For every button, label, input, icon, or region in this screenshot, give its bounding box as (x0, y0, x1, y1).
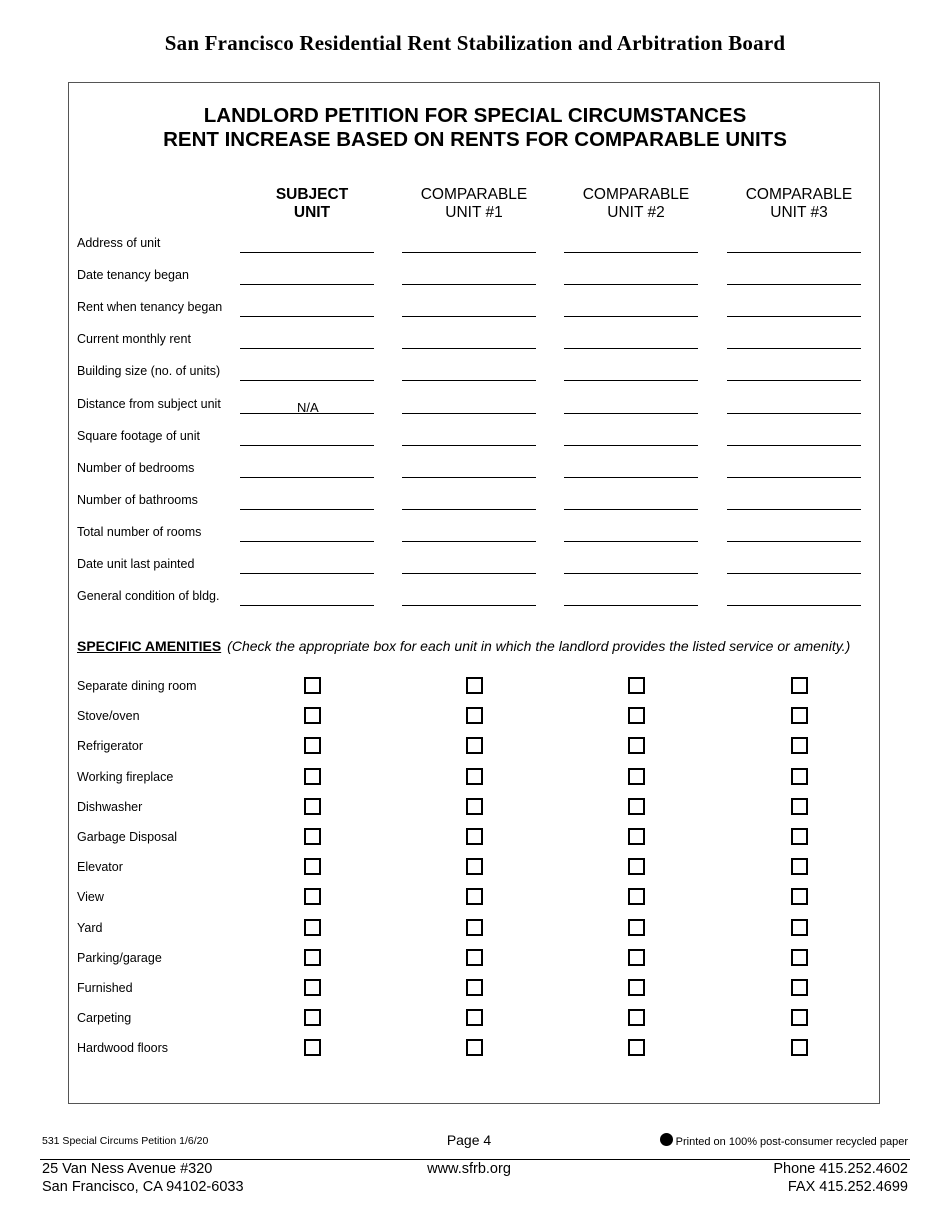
amenity-checkbox-comparable-3[interactable] (791, 798, 808, 815)
entry-line-subject[interactable] (240, 605, 374, 606)
entry-line-comparable-3[interactable] (727, 348, 861, 349)
address-line1: 25 Van Ness Avenue #320 (42, 1161, 213, 1177)
amenity-checkbox-comparable-1[interactable] (466, 677, 483, 694)
amenity-label: Yard (77, 920, 103, 935)
column-header-line2: UNIT (293, 204, 331, 221)
recycle-icon (660, 1133, 673, 1146)
address-line2: San Francisco, CA 94102-6033 (42, 1179, 244, 1195)
amenity-checkbox-comparable-1[interactable] (466, 768, 483, 785)
form-id: 531 Special Circums Petition 1/6/20 (42, 1135, 209, 1147)
amenity-checkbox-subject[interactable] (304, 1039, 321, 1056)
entry-line-comparable-2[interactable] (564, 509, 698, 510)
amenity-checkbox-subject[interactable] (304, 737, 321, 754)
amenity-label: Garbage Disposal (77, 830, 178, 844)
recycled-note (660, 1133, 908, 1148)
amenity-checkbox-comparable-2[interactable] (628, 677, 645, 694)
entry-line-subject[interactable] (240, 284, 374, 285)
amenity-checkbox-subject[interactable] (304, 677, 321, 694)
entry-line-comparable-1[interactable] (402, 413, 536, 414)
amenity-checkbox-comparable-1[interactable] (466, 979, 483, 996)
entry-line-comparable-1[interactable] (402, 605, 536, 606)
amenity-checkbox-comparable-2[interactable] (628, 798, 645, 815)
column-header-line2: UNIT #1 (445, 204, 503, 221)
entry-line-comparable-1[interactable] (402, 348, 536, 349)
amenity-label: Stove/oven (77, 709, 140, 724)
entry-line-comparable-1[interactable] (402, 541, 536, 542)
entry-line-comparable-3[interactable] (727, 380, 861, 381)
amenity-checkbox-comparable-3[interactable] (791, 707, 808, 724)
column-header-line1: SUBJECT (275, 186, 349, 203)
row-label: Building size (no. of units) (77, 364, 221, 379)
row-label: Distance from subject unit (77, 396, 221, 411)
subject-distance-value: N/A (297, 399, 319, 415)
amenity-checkbox-comparable-1[interactable] (466, 888, 483, 905)
amenity-label: View (77, 890, 104, 905)
entry-line-comparable-2[interactable] (564, 413, 698, 414)
amenity-checkbox-comparable-1[interactable] (466, 707, 483, 724)
amenity-label: Refrigerator (77, 739, 143, 754)
entry-line-subject[interactable] (240, 380, 374, 381)
entry-line-comparable-2[interactable] (564, 573, 698, 574)
amenity-label: Hardwood floors (77, 1041, 169, 1056)
amenity-checkbox-comparable-2[interactable] (628, 768, 645, 785)
amenity-checkbox-comparable-2[interactable] (628, 919, 645, 936)
entry-line-comparable-3[interactable] (727, 316, 861, 317)
amenity-checkbox-comparable-1[interactable] (466, 1009, 483, 1026)
entry-line-subject[interactable] (240, 445, 374, 446)
amenity-checkbox-comparable-2[interactable] (628, 1039, 645, 1056)
column-header-line1: COMPARABLE (582, 186, 690, 203)
amenity-checkbox-comparable-1[interactable] (466, 858, 483, 875)
amenity-checkbox-comparable-3[interactable] (791, 949, 808, 966)
footer-contact (773, 1160, 908, 1196)
entry-line-comparable-1[interactable] (402, 509, 536, 510)
amenity-checkbox-comparable-3[interactable] (791, 858, 808, 875)
amenity-checkbox-comparable-3[interactable] (791, 1009, 808, 1026)
amenity-checkbox-comparable-1[interactable] (466, 1039, 483, 1056)
amenity-checkbox-comparable-3[interactable] (791, 979, 808, 996)
row-label: General condition of bldg. (77, 589, 220, 604)
amenity-checkbox-comparable-1[interactable] (466, 737, 483, 754)
form-title-line1: LANDLORD PETITION FOR SPECIAL CIRCUMSTANCES (203, 104, 747, 127)
row-label: Number of bedrooms (77, 460, 195, 475)
entry-line-comparable-2[interactable] (564, 605, 698, 606)
entry-line-comparable-3[interactable] (727, 477, 861, 478)
amenities-heading (77, 638, 850, 655)
amenity-checkbox-comparable-3[interactable] (791, 768, 808, 785)
entry-line-comparable-2[interactable] (564, 284, 698, 285)
entry-line-comparable-3[interactable] (727, 509, 861, 510)
amenity-checkbox-comparable-1[interactable] (466, 798, 483, 815)
entry-line-comparable-2[interactable] (564, 348, 698, 349)
amenity-checkbox-subject[interactable] (304, 858, 321, 875)
amenity-checkbox-comparable-1[interactable] (466, 919, 483, 936)
amenity-checkbox-subject[interactable] (304, 979, 321, 996)
entry-line-comparable-2[interactable] (564, 380, 698, 381)
board-title: San Francisco Residential Rent Stabilization and Arbitration Board (164, 31, 786, 55)
column-header-subject (237, 186, 387, 222)
entry-line-comparable-1[interactable] (402, 445, 536, 446)
entry-line-comparable-2[interactable] (564, 252, 698, 253)
row-label: Rent when tenancy began (77, 300, 223, 315)
entry-line-subject[interactable] (240, 573, 374, 574)
amenity-checkbox-comparable-3[interactable] (791, 919, 808, 936)
row-label: Address of unit (77, 236, 161, 250)
entry-line-comparable-3[interactable] (727, 284, 861, 285)
amenity-checkbox-comparable-2[interactable] (628, 1009, 645, 1026)
row-label: Total number of rooms (77, 524, 202, 539)
entry-line-comparable-2[interactable] (564, 316, 698, 317)
column-header-comparable-3 (724, 186, 874, 222)
amenity-checkbox-comparable-2[interactable] (628, 858, 645, 875)
entry-line-comparable-2[interactable] (564, 541, 698, 542)
form-title-line2: RENT INCREASE BASED ON RENTS FOR COMPARABLE UNITS (163, 128, 787, 151)
amenity-checkbox-comparable-3[interactable] (791, 1039, 808, 1056)
amenity-checkbox-comparable-2[interactable] (628, 707, 645, 724)
amenity-checkbox-comparable-3[interactable] (791, 888, 808, 905)
footer-website[interactable]: www.sfrb.org (427, 1161, 511, 1177)
entry-line-comparable-2[interactable] (564, 477, 698, 478)
amenity-checkbox-subject[interactable] (304, 828, 321, 845)
amenities-instruction: (Check the appropriate box for each unit in which the landlord provides the listed service or amenity.) (227, 638, 851, 654)
entry-line-comparable-1[interactable] (402, 252, 536, 253)
entry-line-comparable-1[interactable] (402, 380, 536, 381)
page-number: Page 4 (446, 1132, 492, 1148)
amenity-checkbox-comparable-1[interactable] (466, 949, 483, 966)
column-header-comparable-2 (561, 186, 711, 222)
entry-line-comparable-1[interactable] (402, 316, 536, 317)
column-header-line2: UNIT #2 (607, 204, 665, 221)
amenities-label: SPECIFIC AMENITIES (77, 638, 222, 654)
entry-line-comparable-3[interactable] (727, 445, 861, 446)
entry-line-comparable-1[interactable] (402, 284, 536, 285)
entry-line-comparable-3[interactable] (727, 413, 861, 414)
entry-line-comparable-1[interactable] (402, 477, 536, 478)
amenity-checkbox-subject[interactable] (304, 798, 321, 815)
amenity-checkbox-subject[interactable] (304, 768, 321, 785)
amenity-label: Furnished (77, 981, 133, 995)
column-header-comparable-1 (399, 186, 549, 222)
entry-line-comparable-3[interactable] (727, 605, 861, 606)
amenity-checkbox-comparable-3[interactable] (791, 677, 808, 694)
entry-line-comparable-3[interactable] (727, 541, 861, 542)
amenity-checkbox-comparable-2[interactable] (628, 949, 645, 966)
amenity-checkbox-subject[interactable] (304, 707, 321, 724)
amenity-checkbox-comparable-3[interactable] (791, 737, 808, 754)
amenity-checkbox-comparable-2[interactable] (628, 888, 645, 905)
phone-number: Phone 415.252.4602 (773, 1161, 908, 1177)
amenity-label: Dishwasher (77, 799, 143, 814)
amenity-label: Parking/garage (77, 950, 162, 965)
amenity-checkbox-comparable-1[interactable] (466, 828, 483, 845)
amenity-checkbox-comparable-3[interactable] (791, 828, 808, 845)
row-label: Number of bathrooms (77, 492, 198, 507)
fax-number: FAX 415.252.4699 (787, 1179, 908, 1195)
entry-line-subject[interactable] (240, 316, 374, 317)
amenity-checkbox-subject[interactable] (304, 949, 321, 966)
amenity-checkbox-subject[interactable] (304, 919, 321, 936)
amenity-label: Carpeting (77, 1011, 132, 1026)
entry-line-subject[interactable] (240, 252, 374, 253)
column-header-line1: COMPARABLE (420, 186, 528, 203)
amenity-label: Working fireplace (77, 769, 174, 784)
amenity-checkbox-subject[interactable] (304, 888, 321, 905)
entry-line-subject[interactable] (240, 348, 374, 349)
row-label: Date unit last painted (77, 557, 195, 571)
recycled-text: Printed on 100% post-consumer recycled paper (675, 1136, 908, 1148)
amenity-label: Elevator (77, 860, 123, 875)
amenity-label: Separate dining room (77, 679, 197, 693)
entry-line-comparable-1[interactable] (402, 573, 536, 574)
amenity-checkbox-comparable-2[interactable] (628, 979, 645, 996)
row-label: Date tenancy began (77, 268, 189, 283)
entry-line-comparable-2[interactable] (564, 445, 698, 446)
amenity-checkbox-comparable-2[interactable] (628, 828, 645, 845)
entry-line-comparable-3[interactable] (727, 573, 861, 574)
entry-line-subject[interactable] (240, 509, 374, 510)
row-label: Square footage of unit (77, 428, 201, 443)
entry-line-subject[interactable] (240, 541, 374, 542)
amenity-checkbox-comparable-2[interactable] (628, 737, 645, 754)
amenity-checkbox-subject[interactable] (304, 1009, 321, 1026)
entry-line-subject[interactable] (240, 477, 374, 478)
column-header-line1: COMPARABLE (745, 186, 853, 203)
entry-line-comparable-3[interactable] (727, 252, 861, 253)
column-header-line2: UNIT #3 (770, 204, 828, 221)
row-label: Current monthly rent (77, 332, 191, 347)
